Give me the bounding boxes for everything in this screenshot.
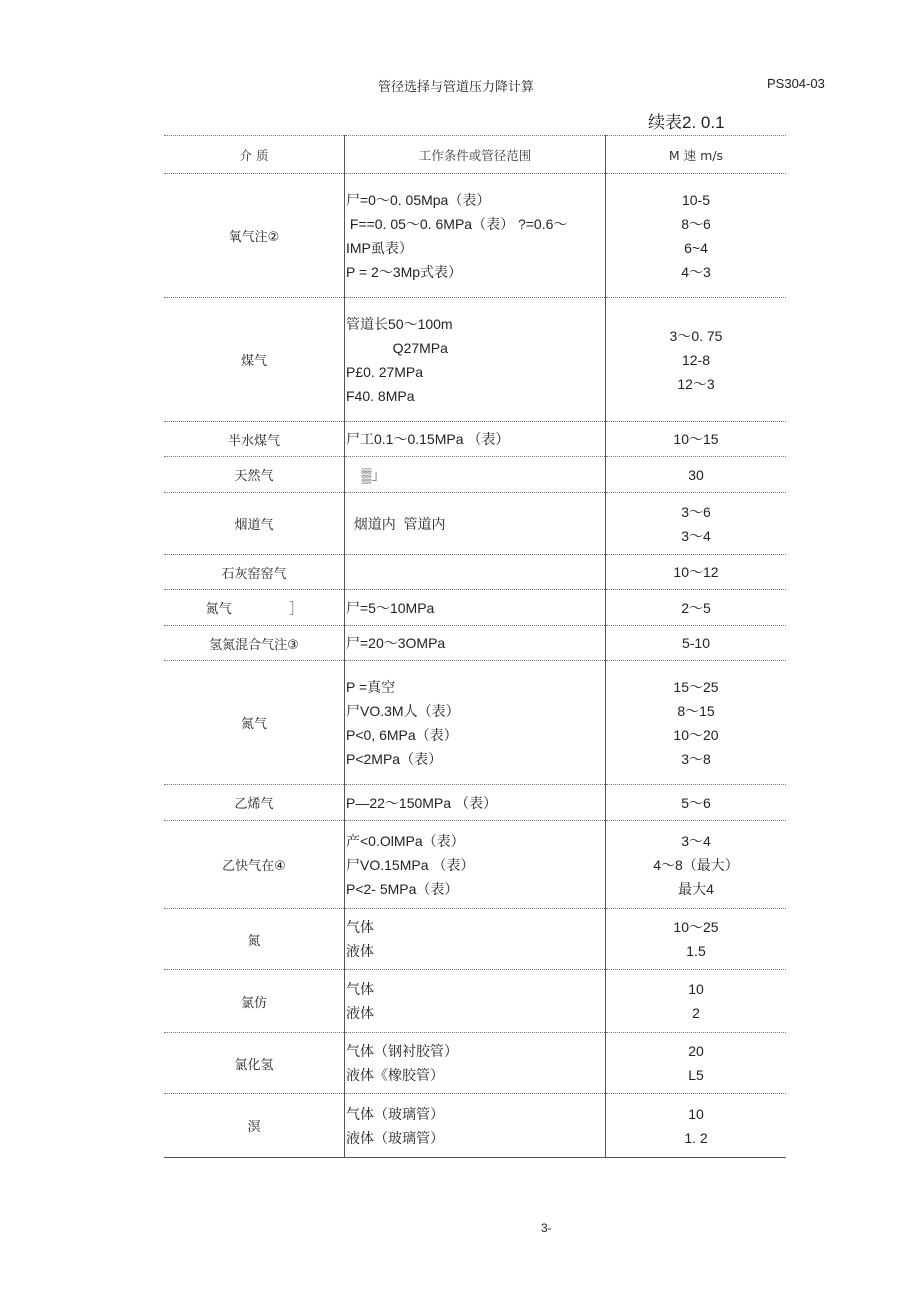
speed-value: 3～0. 75 — [669, 327, 723, 344]
speed-cell — [606, 909, 787, 970]
condition-line: 液体 — [346, 1005, 374, 1021]
speed-value: 20 — [688, 1043, 704, 1059]
table-row — [164, 298, 786, 422]
speed-cell — [606, 493, 787, 555]
velocity-table — [164, 135, 786, 1158]
speed-value: 2～5 — [681, 599, 711, 616]
table-row — [164, 174, 786, 298]
column-header-conditions: 工作条件或管径范围 — [345, 136, 606, 174]
table-row — [164, 909, 786, 970]
document-code: PS304-03 — [767, 76, 825, 91]
speed-value: 3～6 — [681, 503, 711, 520]
speed-value: 10～20 — [673, 726, 719, 743]
speed-cell — [606, 1033, 787, 1094]
condition-line: P = 2～3Mp式表） — [346, 263, 463, 280]
speed-value: 10 — [688, 981, 704, 997]
speed-cell — [606, 590, 787, 626]
condition-line: IMP虱表） — [346, 239, 413, 256]
medium-label: 天然气 — [234, 469, 274, 484]
table-row — [164, 555, 786, 590]
medium-cell — [164, 1094, 345, 1158]
condition-line: 尸VO.15MPa （表） — [346, 856, 475, 873]
table-row — [164, 821, 786, 909]
column-header-medium: 介 质 — [164, 136, 345, 174]
speed-cell — [606, 1094, 787, 1158]
speed-value: 8～6 — [681, 215, 711, 232]
condition-cell — [345, 555, 606, 590]
condition-line: 气体（玻璃管） — [346, 1105, 444, 1122]
speed-cell — [606, 298, 787, 422]
speed-cell — [606, 174, 787, 298]
speed-cell — [606, 457, 787, 493]
table-caption: 续表2. 0.1 — [648, 113, 725, 132]
medium-label: 氯化氢 — [234, 1057, 274, 1073]
speed-cell — [606, 555, 787, 590]
speed-value: 4～3 — [681, 263, 711, 280]
speed-value: 30 — [688, 466, 704, 483]
medium-cell — [164, 422, 345, 457]
medium-label: 氮气 ］ — [205, 602, 303, 617]
condition-line: P<2MPa（表） — [346, 750, 443, 767]
medium-label: 煤气 — [240, 354, 267, 369]
condition-line: 烟道内 管道内 — [346, 515, 446, 532]
medium-label: 乙快气在④ — [222, 859, 286, 874]
medium-label: 石灰窑窑气 — [221, 566, 287, 582]
page-number: 3- — [541, 1221, 552, 1235]
condition-cell — [345, 1033, 606, 1094]
speed-cell — [606, 661, 787, 785]
medium-cell — [164, 970, 345, 1033]
speed-value: 10～25 — [673, 919, 719, 935]
speed-value: 3～4 — [681, 527, 711, 544]
speed-value: 1. 2 — [684, 1129, 708, 1146]
speed-value: 最大4 — [678, 880, 714, 897]
medium-label: 烟道气 — [234, 518, 274, 533]
document-title: 管径选择与管道压力降计算 — [378, 80, 535, 95]
speed-value: 12～3 — [677, 375, 715, 392]
speed-value: L5 — [688, 1067, 704, 1083]
condition-line: 管道长50～100m — [346, 315, 453, 332]
table-row — [164, 590, 786, 626]
condition-line: 尸=5～10MPa — [346, 599, 435, 616]
speed-value: 1.5 — [686, 943, 706, 959]
table-row — [164, 970, 786, 1033]
condition-cell — [345, 493, 606, 555]
condition-cell — [345, 174, 606, 298]
condition-line: P—22～150MPa （表） — [346, 794, 497, 811]
medium-cell — [164, 626, 345, 661]
medium-cell — [164, 821, 345, 909]
table-row — [164, 785, 786, 821]
condition-line: ▒」 — [346, 466, 386, 483]
medium-label: 氯仿 — [240, 995, 267, 1011]
medium-label: 溟 — [247, 1120, 261, 1135]
condition-cell — [345, 298, 606, 422]
speed-cell — [606, 821, 787, 909]
speed-value: 10 — [688, 1105, 704, 1122]
speed-value: 5～6 — [681, 794, 711, 811]
speed-value: 3～8 — [681, 750, 711, 767]
table-row — [164, 493, 786, 555]
condition-line: P =真空 — [346, 678, 396, 695]
condition-line: 尸工0.1～0.15MPa （表） — [346, 431, 510, 447]
condition-cell — [345, 661, 606, 785]
medium-label: 氧气注② — [228, 230, 280, 245]
medium-label: 乙烯气 — [234, 797, 274, 812]
medium-label: 氮 — [247, 933, 261, 949]
condition-line: F40. 8MPa — [346, 387, 415, 404]
speed-value: 6~4 — [684, 239, 708, 256]
table-row — [164, 626, 786, 661]
medium-cell — [164, 298, 345, 422]
speed-value: 15～25 — [673, 678, 719, 695]
medium-cell — [164, 590, 345, 626]
condition-cell — [345, 909, 606, 970]
medium-cell — [164, 785, 345, 821]
speed-cell — [606, 626, 787, 661]
condition-cell — [345, 785, 606, 821]
speed-value: 10-5 — [681, 191, 711, 208]
table-row — [164, 457, 786, 493]
condition-cell — [345, 1094, 606, 1158]
table-row — [164, 422, 786, 457]
condition-line: 液体 — [346, 943, 374, 959]
column-header-speed: M 速 m/s — [606, 136, 787, 174]
speed-value: 4～8（最大） — [653, 856, 739, 873]
medium-label: 氢氮混合气注③ — [209, 637, 299, 653]
medium-cell — [164, 493, 345, 555]
condition-line: 尸=20～3OMPa — [346, 635, 446, 651]
speed-value: 12-8 — [681, 351, 711, 368]
condition-cell — [345, 422, 606, 457]
condition-line: 液体《橡胶管） — [346, 1067, 444, 1083]
condition-cell — [345, 821, 606, 909]
condition-line: P<0, 6MPa（表） — [346, 726, 458, 743]
condition-line: P<2- 5MPa（表） — [346, 880, 459, 897]
speed-value: 3～4 — [681, 832, 711, 849]
condition-line: 产<0.OlMPa（表） — [346, 832, 465, 849]
condition-cell — [345, 970, 606, 1033]
condition-line: 气体（钢衬胶管） — [346, 1043, 458, 1059]
speed-value: 10～15 — [673, 431, 719, 447]
table-row — [164, 1094, 786, 1158]
medium-cell — [164, 457, 345, 493]
medium-cell — [164, 174, 345, 298]
condition-line: F==0. 05～0. 6MPa（表） ?=0.6～ — [346, 215, 568, 232]
medium-label: 半水煤气 — [227, 433, 280, 449]
medium-cell — [164, 909, 345, 970]
table-row — [164, 1033, 786, 1094]
speed-value: 10～12 — [673, 564, 719, 580]
condition-line: 气体 — [346, 919, 374, 935]
medium-label: 氮气 — [240, 717, 267, 732]
medium-cell — [164, 1033, 345, 1094]
table-row — [164, 661, 786, 785]
table-header-row — [164, 136, 786, 174]
condition-cell — [345, 626, 606, 661]
condition-line: 尸=0～0. 05Mpa（表） — [346, 191, 491, 208]
condition-line: 液体（玻璃管） — [346, 1129, 444, 1146]
condition-cell — [345, 590, 606, 626]
condition-line: 尸VO.3M人（表） — [346, 702, 460, 719]
speed-value: 8～15 — [677, 702, 715, 719]
speed-cell — [606, 970, 787, 1033]
speed-cell — [606, 422, 787, 457]
speed-value: 5-10 — [681, 635, 711, 651]
speed-value: 2 — [692, 1005, 700, 1021]
condition-line: Q27MPa — [346, 339, 448, 356]
medium-cell — [164, 661, 345, 785]
condition-line: 气体 — [346, 981, 374, 997]
condition-line: P£0. 27MPa — [346, 363, 424, 380]
speed-cell — [606, 785, 787, 821]
medium-cell — [164, 555, 345, 590]
condition-cell — [345, 457, 606, 493]
